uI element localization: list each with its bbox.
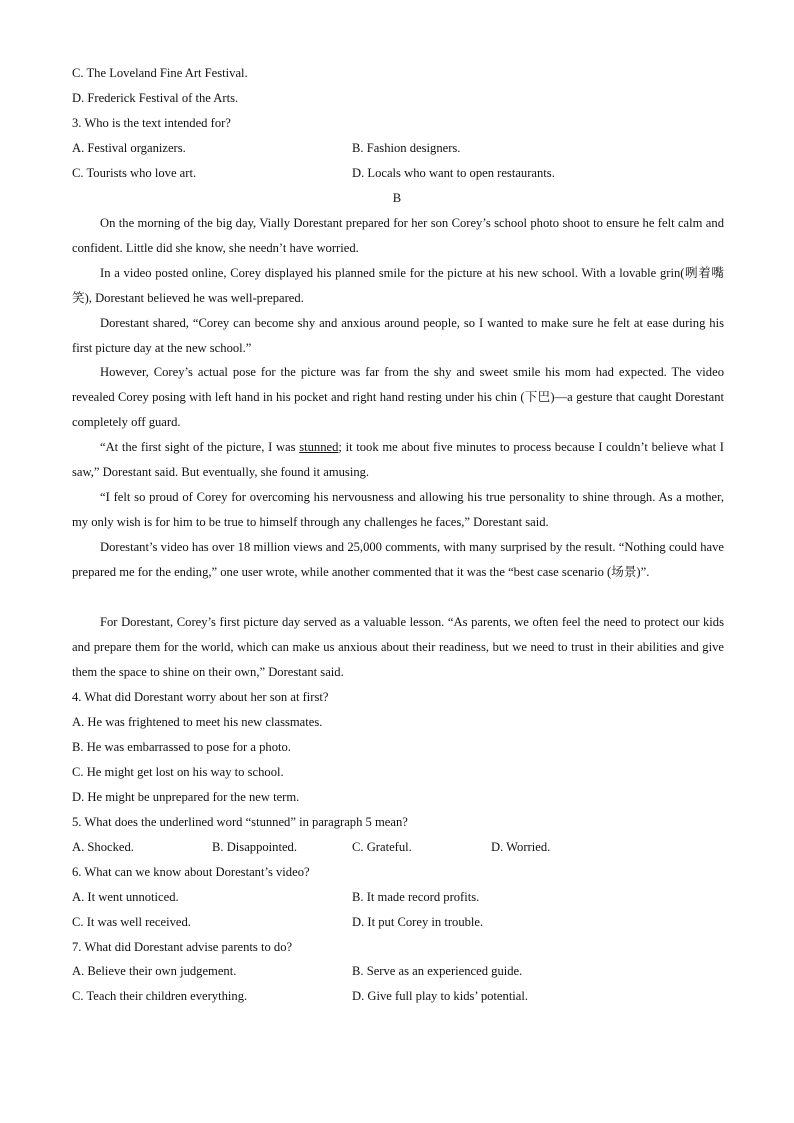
paragraph-1	[72, 211, 724, 261]
paragraph-8	[72, 610, 724, 685]
q3-option-c: C. Tourists who love art.	[72, 166, 197, 180]
q6-option-d: D. It put Corey in trouble.	[352, 915, 484, 929]
q3-stem: 3. Who is the text intended for?	[72, 116, 231, 130]
prev-option-c: C. The Loveland Fine Art Festival.	[72, 66, 248, 80]
prev-option-d: D. Frederick Festival of the Arts.	[72, 91, 239, 105]
q5-option-d: D. Worried.	[491, 840, 551, 854]
paragraph-4-text: However, Corey’s actual pose for the picture was far from the shy and sweet smile his mom had expected. The video revealed Corey posing with left hand in his pocket and right hand resting under his chin (下巴)—a gesture that caught Dorestant completely off guard.	[72, 365, 724, 429]
q5-stem: 5. What does the underlined word “stunned” in paragraph 5 mean?	[72, 815, 408, 829]
paragraph-5	[72, 435, 724, 485]
paragraph-3-text: Dorestant shared, “Corey can become shy and anxious around people, so I wanted to make sure he felt at ease during his first picture day at the new school.”	[72, 316, 724, 355]
q7-option-a: A. Believe their own judgement.	[72, 964, 237, 978]
q5-option-b: B. Disappointed.	[212, 840, 298, 854]
section-heading: B	[392, 191, 402, 205]
paragraph-2	[72, 261, 724, 311]
q3-option-b: B. Fashion designers.	[352, 141, 461, 155]
paragraph-2-text: In a video posted online, Corey displayed his planned smile for the picture at his new school. With a lovable grin(咧着嘴笑), Dorestant believed he was well-prepared.	[72, 266, 724, 305]
q7-stem: 7. What did Dorestant advise parents to do?	[72, 940, 293, 954]
q6-option-a: A. It went unnoticed.	[72, 890, 179, 904]
paragraph-8-text: For Dorestant, Corey’s first picture day served as a valuable lesson. “As parents, we often feel the need to protect our kids and prepare them for the world, which can make us anxious about their readiness, but we need to trust in their abilities and give them the space to shine on their own,” Dorestant said.	[72, 615, 724, 679]
q4-stem: 4. What did Dorestant worry about her son at first?	[72, 690, 329, 704]
q5-option-a: A. Shocked.	[72, 840, 134, 854]
paragraph-7-text: Dorestant’s video has over 18 million views and 25,000 comments, with many surprised by the result. “Nothing could have prepared me for the ending,” one user wrote, while another commented that it was the “best case scenario (场景)”.	[72, 540, 724, 579]
paragraph-5-before: “At the first sight of the picture, I was	[100, 440, 300, 454]
underlined-word: stunned	[299, 440, 339, 454]
q7-option-d: D. Give full play to kids’ potential.	[352, 989, 529, 1003]
q4-option-a: A. He was frightened to meet his new classmates.	[72, 715, 323, 729]
q6-option-b: B. It made record profits.	[352, 890, 480, 904]
q7-option-b: B. Serve as an experienced guide.	[352, 964, 523, 978]
q4-option-c: C. He might get lost on his way to school.	[72, 765, 284, 779]
q4-option-b: B. He was embarrassed to pose for a photo.	[72, 740, 291, 754]
paragraph-7	[72, 535, 724, 585]
q7-option-c: C. Teach their children everything.	[72, 989, 248, 1003]
q6-option-c: C. It was well received.	[72, 915, 191, 929]
paragraph-3	[72, 311, 724, 361]
q4-option-d: D. He might be unprepared for the new term.	[72, 790, 300, 804]
q5-option-c: C. Grateful.	[352, 840, 412, 854]
paragraph-6	[72, 485, 724, 535]
q3-option-d: D. Locals who want to open restaurants.	[352, 166, 555, 180]
paragraph-5-after: ; it took me about five minutes to process because I couldn’t believe what I saw,” Dorestant said. But eventually, she found it amusing.	[72, 440, 724, 479]
q6-stem: 6. What can we know about Dorestant’s video?	[72, 865, 310, 879]
q3-option-a: A. Festival organizers.	[72, 141, 186, 155]
paragraph-4	[72, 360, 724, 435]
paragraph-1-text: On the morning of the big day, Vially Dorestant prepared for her son Corey’s school photo shoot to ensure he felt calm and confident. Little did she know, she needn’t have worried.	[72, 216, 724, 255]
paragraph-6-text: “I felt so proud of Corey for overcoming his nervousness and allowing his true personality to shine through. As a mother, my only wish is for him to be true to himself through any challenges he faces,” Dorestant said.	[72, 490, 724, 529]
